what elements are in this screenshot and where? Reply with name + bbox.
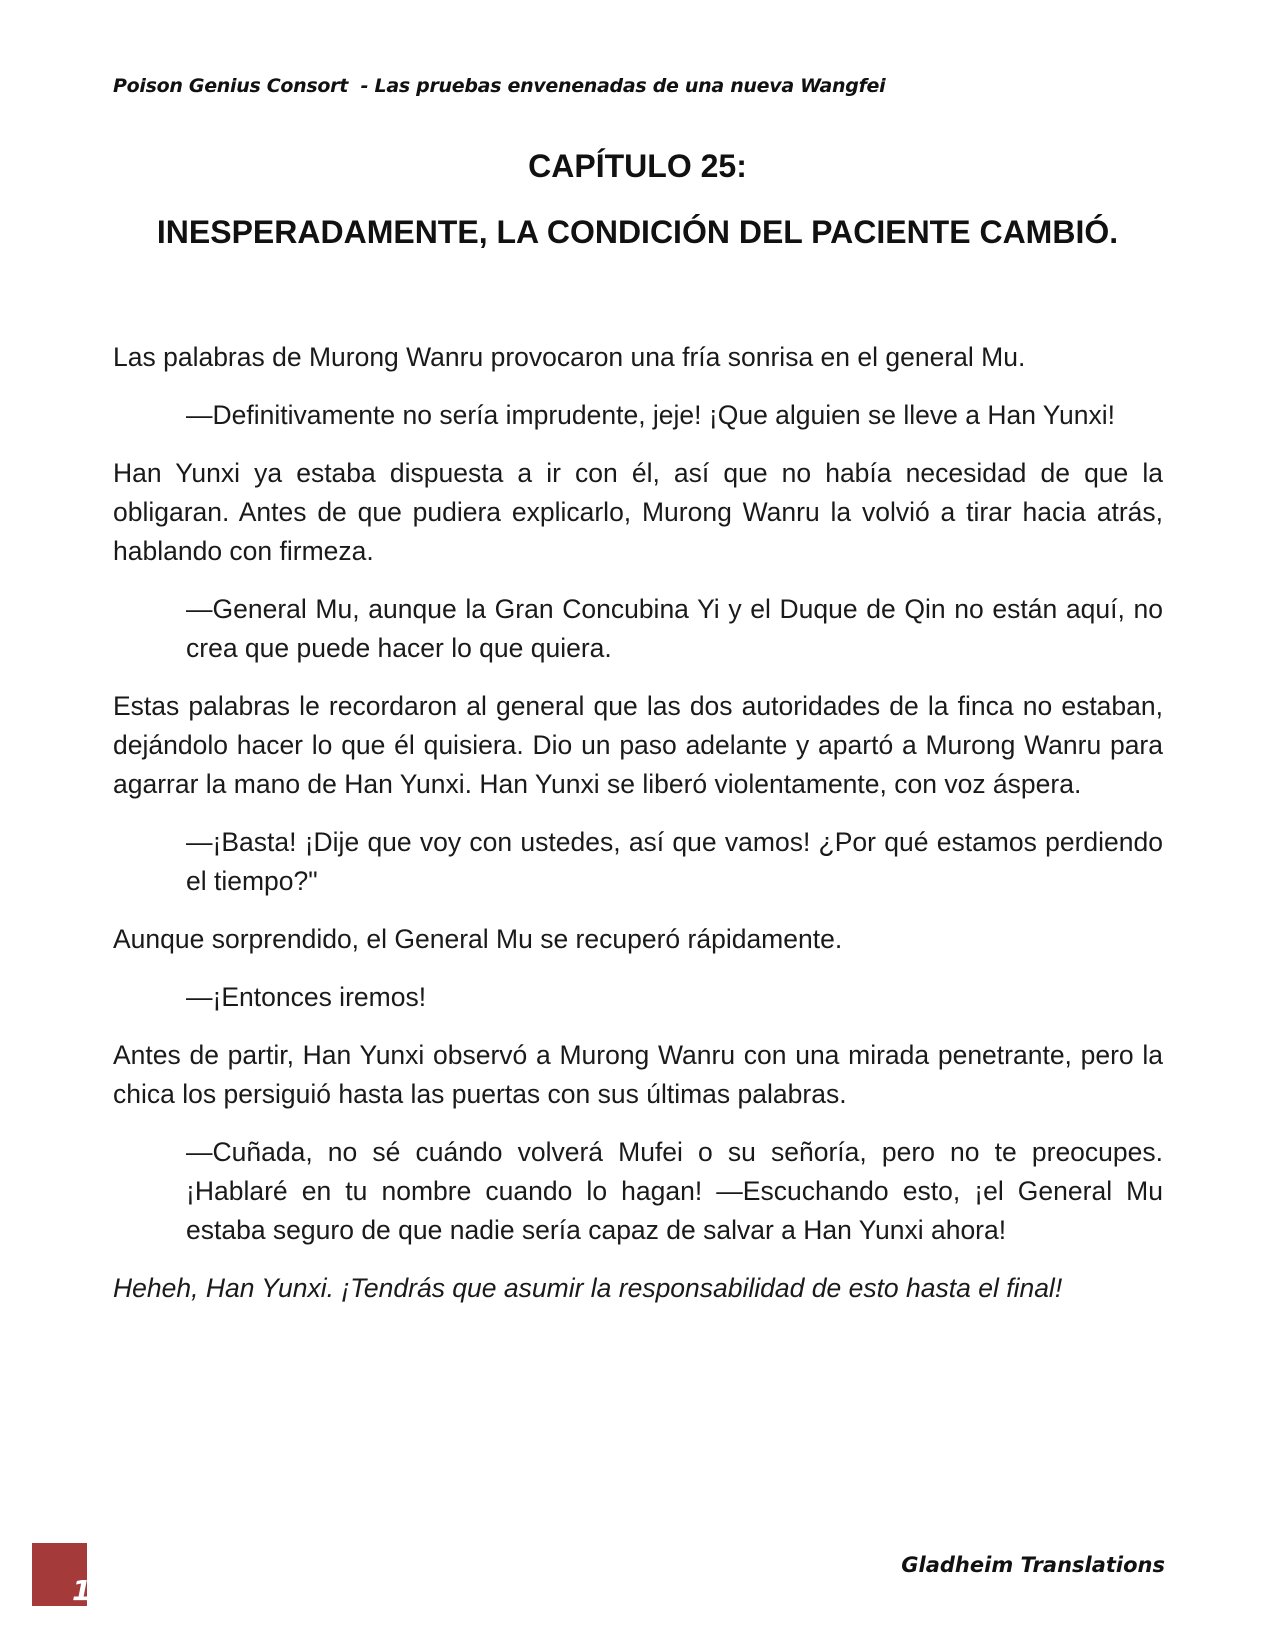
narration-paragraph: Aunque sorprendido, el General Mu se recuperó rápidamente. <box>113 924 843 954</box>
inner-thought-paragraph: Heheh, Han Yunxi. ¡Tendrás que asumir la responsabilidad de esto hasta el final! <box>113 1273 1063 1303</box>
dialogue-paragraph: —¡Basta! ¡Dije que voy con ustedes, así que vamos! ¿Por qué estamos perdiendo el tiempo?" <box>186 827 1163 896</box>
running-header: Poison Genius Consort - Las pruebas envenenadas de una nueva Wangfei <box>113 75 886 97</box>
dialogue-paragraph: —General Mu, aunque la Gran Concubina Yi y el Duque de Qin no están aquí, no crea que puede hacer lo que quiera. <box>186 594 1163 663</box>
page-number: 1 <box>72 1574 92 1607</box>
dialogue-paragraph: —Cuñada, no sé cuándo volverá Mufei o su señoría, pero no te preocupes. ¡Hablaré en tu nombre cuando lo hagan! —Escuchando esto, ¡el General Mu estaba seguro de que nadie sería capaz de salvar a Han Yunxi ahora! <box>186 1137 1163 1245</box>
chapter-title: INESPERADAMENTE, LA CONDICIÓN DEL PACIENTE CAMBIÓ. <box>156 214 1119 250</box>
narration-paragraph: Las palabras de Murong Wanru provocaron una fría sonrisa en el general Mu. <box>113 342 1026 372</box>
footer-credit: Gladheim Translations <box>901 1553 1165 1577</box>
narration-paragraph: Antes de partir, Han Yunxi observó a Murong Wanru con una mirada penetrante, pero la chica los persiguió hasta las puertas con sus últimas palabras. <box>113 1040 1163 1109</box>
narration-paragraph: Han Yunxi ya estaba dispuesta a ir con él, así que no había necesidad de que la obligaran. Antes de que pudiera explicarlo, Murong Wanru la volvió a tirar hacia atrás, hablando con firmeza. <box>113 458 1163 566</box>
chapter-body <box>113 338 1163 1327</box>
dialogue-paragraph: —¡Entonces iremos! <box>186 982 427 1012</box>
dialogue-paragraph: —Definitivamente no sería imprudente, jeje! ¡Que alguien se lleve a Han Yunxi! <box>186 400 1116 430</box>
chapter-number: CAPÍTULO 25: <box>528 148 747 184</box>
narration-paragraph: Estas palabras le recordaron al general que las dos autoridades de la finca no estaban, dejándolo hacer lo que él quisiera. Dio un paso adelante y apartó a Murong Wanru para agarrar la mano de Han Yunxi. Han Yunxi se liberó violentamente, con voz áspera. <box>113 691 1163 799</box>
